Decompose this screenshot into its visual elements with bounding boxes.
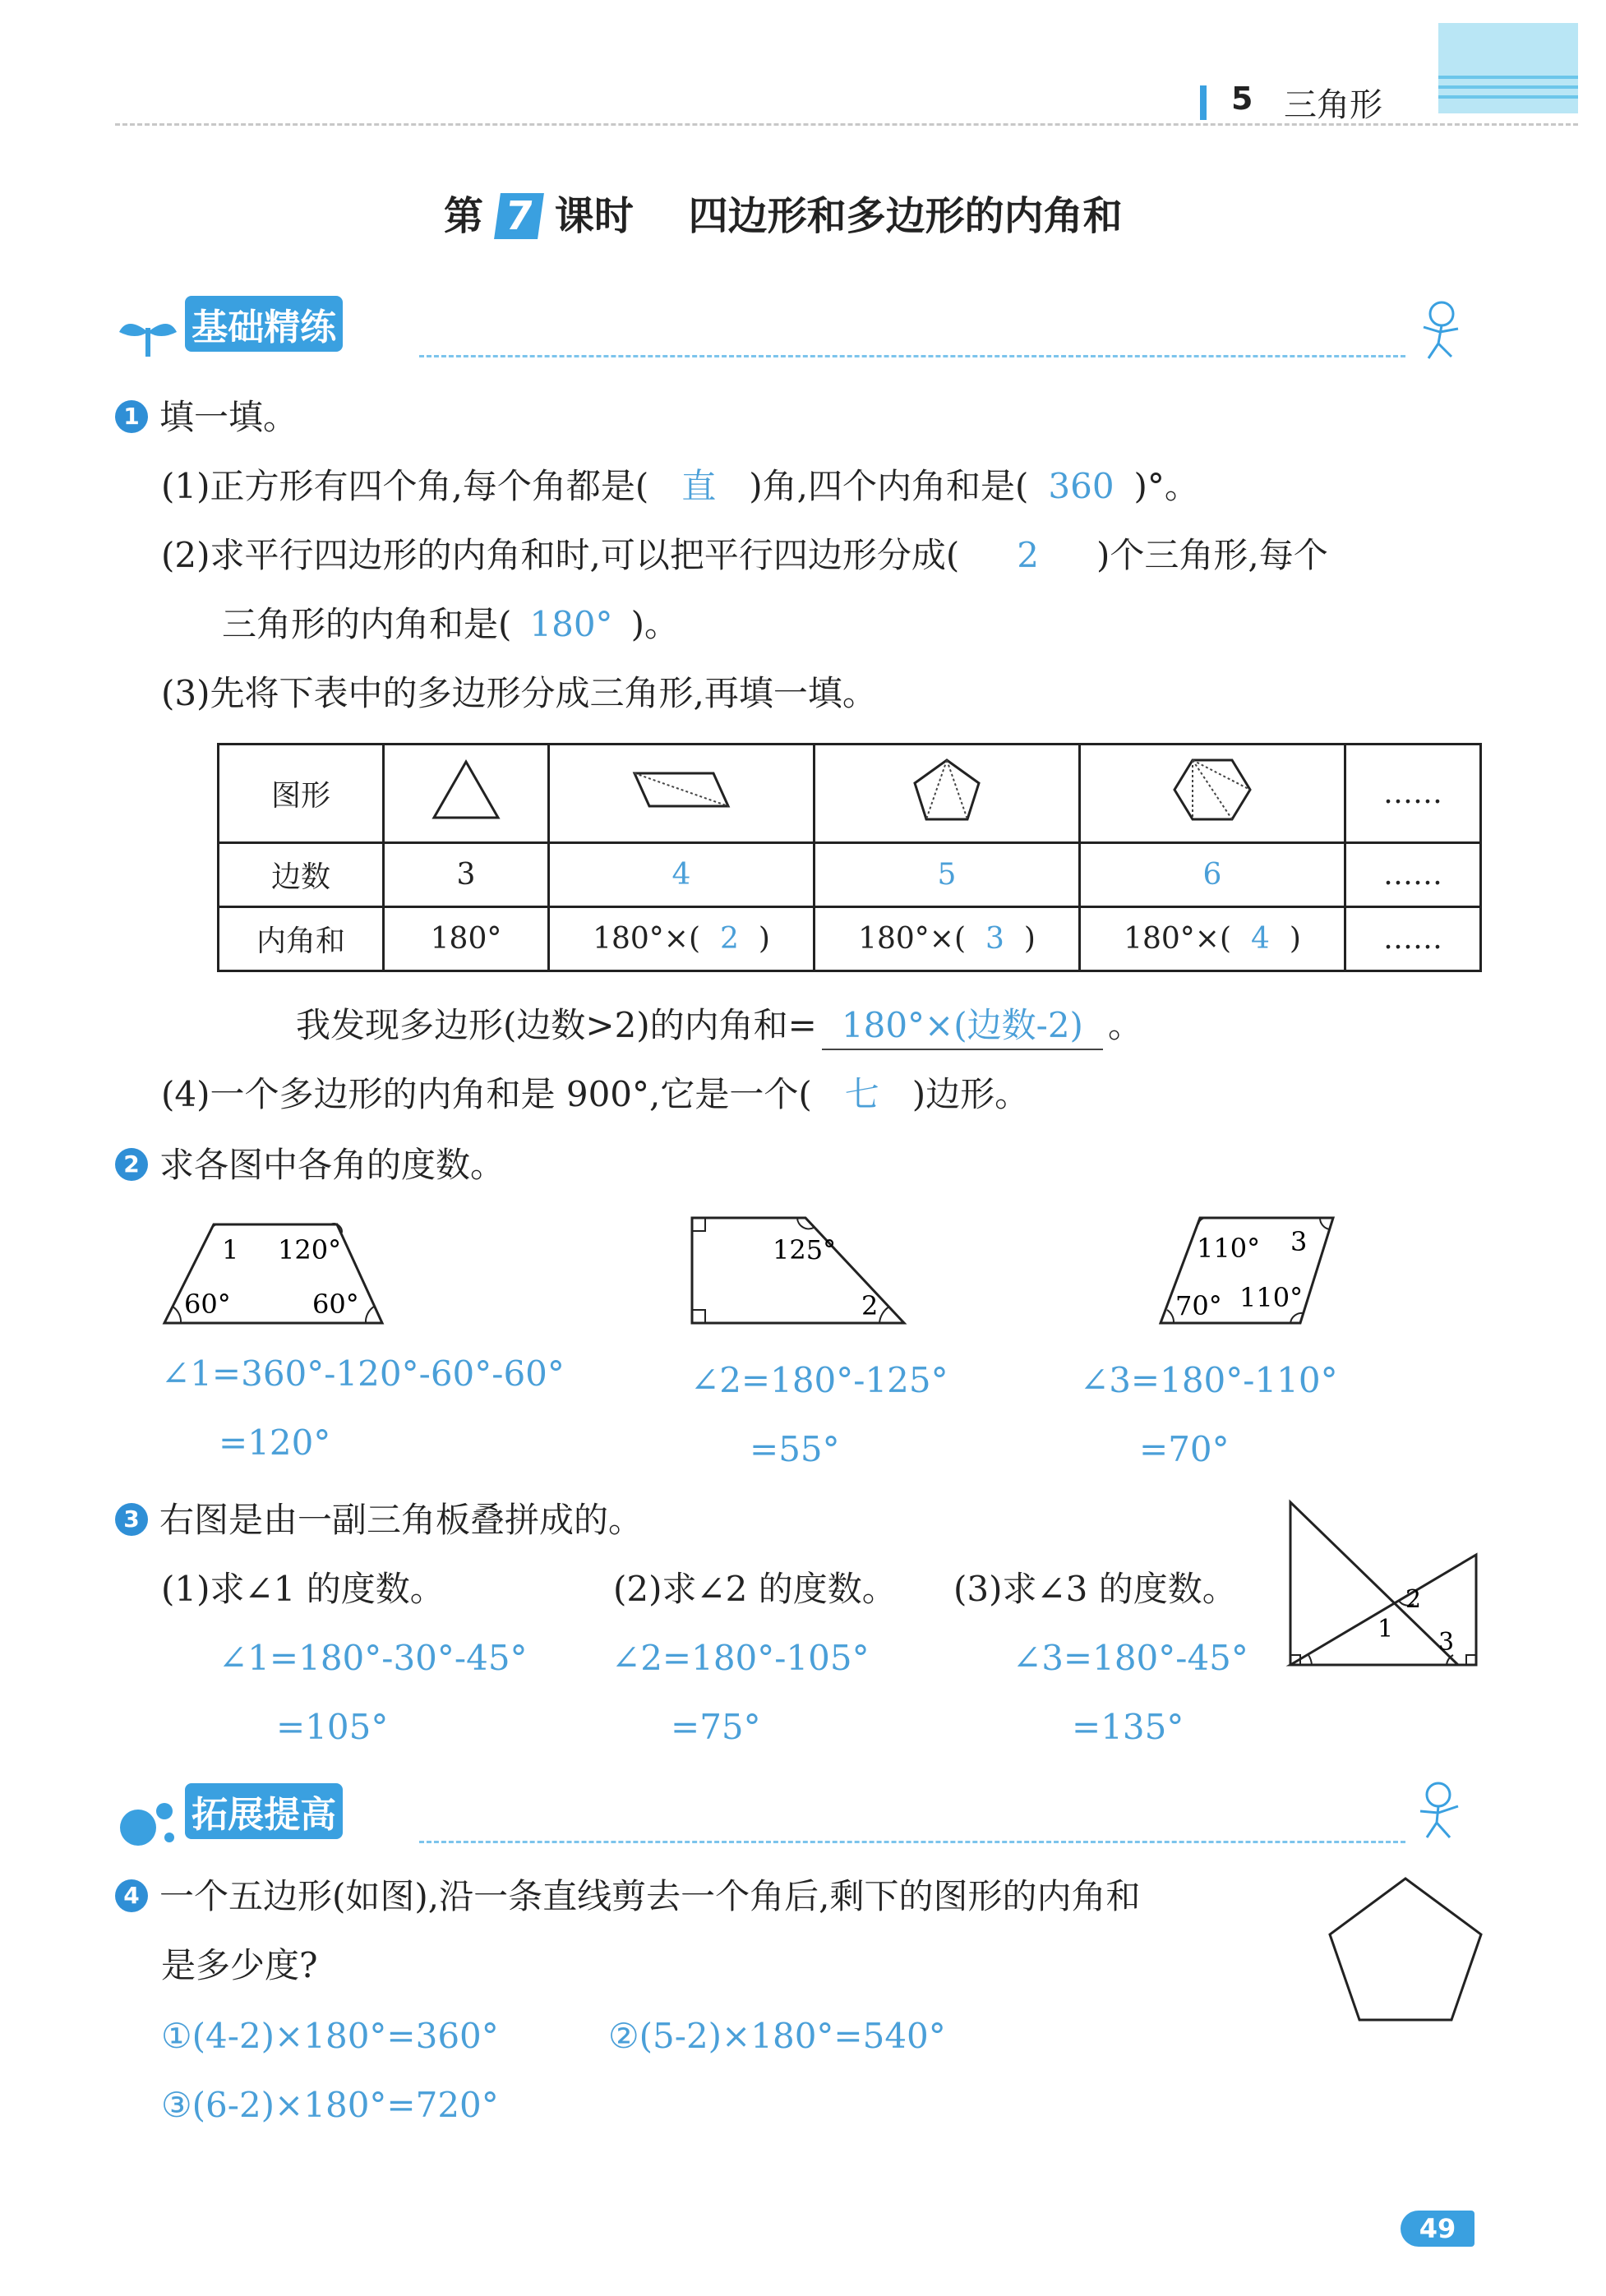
lesson-title	[444, 184, 1123, 241]
shape-triangle	[384, 745, 549, 843]
sides-ellipsis: ……	[1345, 843, 1481, 907]
q4-line2: 是多少度?	[161, 1945, 318, 1985]
q1-part2-cont	[222, 602, 679, 648]
q2-sol3-line1: ∠3=180°-110°	[1080, 1360, 1338, 1400]
angle-sum-cell: 180°×( 2 )	[549, 907, 815, 971]
q2-figure1-trapezoid	[156, 1208, 403, 1331]
q1-p1-c: )°。	[1133, 466, 1199, 506]
sides-cell: 4	[549, 843, 815, 907]
q1-p1-answer2: 360	[1048, 466, 1115, 506]
sprout-icon	[115, 311, 181, 361]
sides-cell: 5	[815, 843, 1080, 907]
section-extend-title: 拓展提高	[185, 1783, 343, 1839]
shape-ellipsis: ……	[1345, 745, 1481, 843]
fig2-angle2: 2	[861, 1290, 879, 1321]
section-basic-dashline	[419, 355, 1405, 357]
fig3-angle2: 3	[1290, 1226, 1308, 1257]
q4-line1-text: 一个五边形(如图),沿一条直线剪去一个角后,剩下的图形的内角和	[159, 1876, 1141, 1916]
shape-quadrilateral	[549, 745, 815, 843]
q1-p4-a: (4)一个多边形的内角和是 900°,它是一个(	[161, 1074, 812, 1114]
q3-sol2-line1: ∠2=180°-105°	[611, 1638, 870, 1678]
q1-part3: (3)先将下表中的多边形分成三角形,再填一填。	[161, 673, 877, 713]
q3-sub1: (1)求∠1 的度数。	[161, 1569, 445, 1609]
section-extend-dashline	[419, 1841, 1405, 1843]
chapter-number: 5	[1231, 81, 1253, 117]
q3-sub2: (2)求∠2 的度数。	[613, 1569, 897, 1609]
q1-p2-b: )个三角形,每个	[1096, 535, 1328, 575]
q4-answer3: ③(6-2)×180°=720°	[161, 2085, 499, 2125]
q2-title	[115, 1142, 505, 1188]
q3-number: 3	[115, 1503, 148, 1536]
fig1-angle3: 60°	[184, 1289, 231, 1320]
discover-text: 我发现多边形(边数>2)的内角和=	[296, 1005, 817, 1045]
angle-sum-cell: 180°×( 3 )	[815, 907, 1080, 971]
q1-title	[115, 394, 298, 440]
q3-triangle-set-figure	[1282, 1496, 1488, 1676]
q1-part2	[161, 533, 1328, 579]
section-basic-banner	[115, 296, 348, 361]
fig3-angle3: 70°	[1175, 1290, 1222, 1321]
fig1-angle2: 120°	[278, 1234, 342, 1266]
q3-fig-angle1: 1	[1378, 1615, 1394, 1644]
header-chapter-marker	[1200, 85, 1207, 120]
lesson-prefix: 第	[444, 193, 484, 239]
q3-fig-angle2: 2	[1405, 1585, 1422, 1614]
q3-title-text: 右图是由一副三角板叠拼成的。	[159, 1500, 644, 1540]
q4-number: 4	[115, 1879, 148, 1912]
polygon-table	[217, 743, 1482, 972]
sides-cell: 6	[1080, 843, 1345, 907]
q2-sol1-line2: =120°	[219, 1422, 331, 1463]
hexagon-icon	[1170, 755, 1255, 824]
q4-answer2: ②(5-2)×180°=540°	[608, 2016, 946, 2056]
q3-sol1-line1: ∠1=180°-30°-45°	[219, 1638, 528, 1678]
q2-sol2-line1: ∠2=180°-125°	[690, 1360, 948, 1400]
q3-fig-angle3: 3	[1438, 1628, 1455, 1657]
q3-sol3-line2: =135°	[1072, 1707, 1184, 1747]
q1-number: 1	[115, 400, 148, 433]
running-kid-icon	[1405, 297, 1471, 363]
fig2-angle1: 125°	[773, 1234, 837, 1266]
triangle-icon	[429, 757, 503, 823]
q3-sol1-line2: =105°	[276, 1707, 389, 1747]
q3-sol2-line2: =75°	[671, 1707, 761, 1747]
angle-sum-ellipsis: ……	[1345, 907, 1481, 971]
fig3-angle1: 110°	[1197, 1233, 1261, 1264]
q1-p2-answer1: 2	[1017, 535, 1039, 575]
q1-p2-answer2: 180°	[529, 604, 613, 644]
q1-p2-d: )。	[630, 604, 679, 644]
lesson-suffix: 课时	[554, 193, 634, 239]
q2-sol3-line2: =70°	[1139, 1429, 1230, 1469]
q1-discover	[296, 1003, 1142, 1050]
q2-figure2-right-trapezoid	[682, 1208, 921, 1331]
q1-p2-c: 三角形的内角和是(	[222, 604, 512, 644]
q1-part1	[161, 463, 1199, 509]
q2-figure3-parallelogram	[1151, 1208, 1356, 1331]
q2-title-text: 求各图中各角的度数。	[159, 1145, 505, 1185]
q3-title	[115, 1497, 643, 1543]
q1-p1-answer1: 直	[681, 466, 717, 506]
row-label-sides: 边数	[219, 843, 384, 907]
bubbles-icon	[115, 1795, 181, 1852]
running-kid-icon	[1405, 1778, 1471, 1844]
q4-line1	[115, 1874, 1140, 1920]
row-label-shape: 图形	[219, 745, 384, 843]
q1-p4-b: )边形。	[911, 1074, 1030, 1114]
q1-part4	[161, 1072, 1029, 1118]
section-basic-title: 基础精练	[185, 296, 343, 352]
row-label-angle-sum: 内角和	[219, 907, 384, 971]
page-number: 49	[1401, 2211, 1474, 2247]
shape-hexagon	[1080, 745, 1345, 843]
sides-cell: 3	[384, 843, 549, 907]
pentagon-icon	[910, 755, 984, 824]
q2-sol1-line1: ∠1=360°-120°-60°-60°	[161, 1353, 565, 1394]
q4-answer1: ①(4-2)×180°=360°	[161, 2016, 499, 2056]
q1-p1-a: (1)正方形有四个角,每个角都是(	[161, 466, 649, 506]
discover-answer: 180°×(边数-2)	[822, 1003, 1103, 1050]
fig1-angle4: 60°	[312, 1289, 359, 1320]
header-decoration	[1438, 23, 1578, 113]
section-extend-banner	[115, 1783, 348, 1852]
q1-p4-answer: 七	[844, 1074, 879, 1114]
q1-title-text: 填一填。	[159, 397, 298, 437]
fig3-angle4: 110°	[1239, 1282, 1304, 1313]
discover-end: 。	[1107, 1005, 1142, 1045]
shape-pentagon	[815, 745, 1080, 843]
lesson-number-badge: 7	[494, 193, 544, 239]
parallelogram-icon	[628, 765, 735, 814]
q1-p1-b: )角,四个内角和是(	[749, 466, 1029, 506]
fig1-angle1: 1	[222, 1234, 239, 1266]
chapter-title: 三角形	[1284, 86, 1382, 124]
q4-pentagon-figure	[1323, 1872, 1488, 2028]
q1-p2-a: (2)求平行四边形的内角和时,可以把平行四边形分成(	[161, 535, 960, 575]
angle-sum-cell: 180°	[384, 907, 549, 971]
lesson-name: 四边形和多边形的内角和	[688, 193, 1123, 239]
angle-sum-cell: 180°×( 4 )	[1080, 907, 1345, 971]
q3-sub3: (3)求∠3 的度数。	[953, 1569, 1237, 1609]
q2-sol2-line2: =55°	[750, 1429, 840, 1469]
q3-sol3-line1: ∠3=180°-45°	[1013, 1638, 1248, 1678]
q2-number: 2	[115, 1148, 148, 1181]
